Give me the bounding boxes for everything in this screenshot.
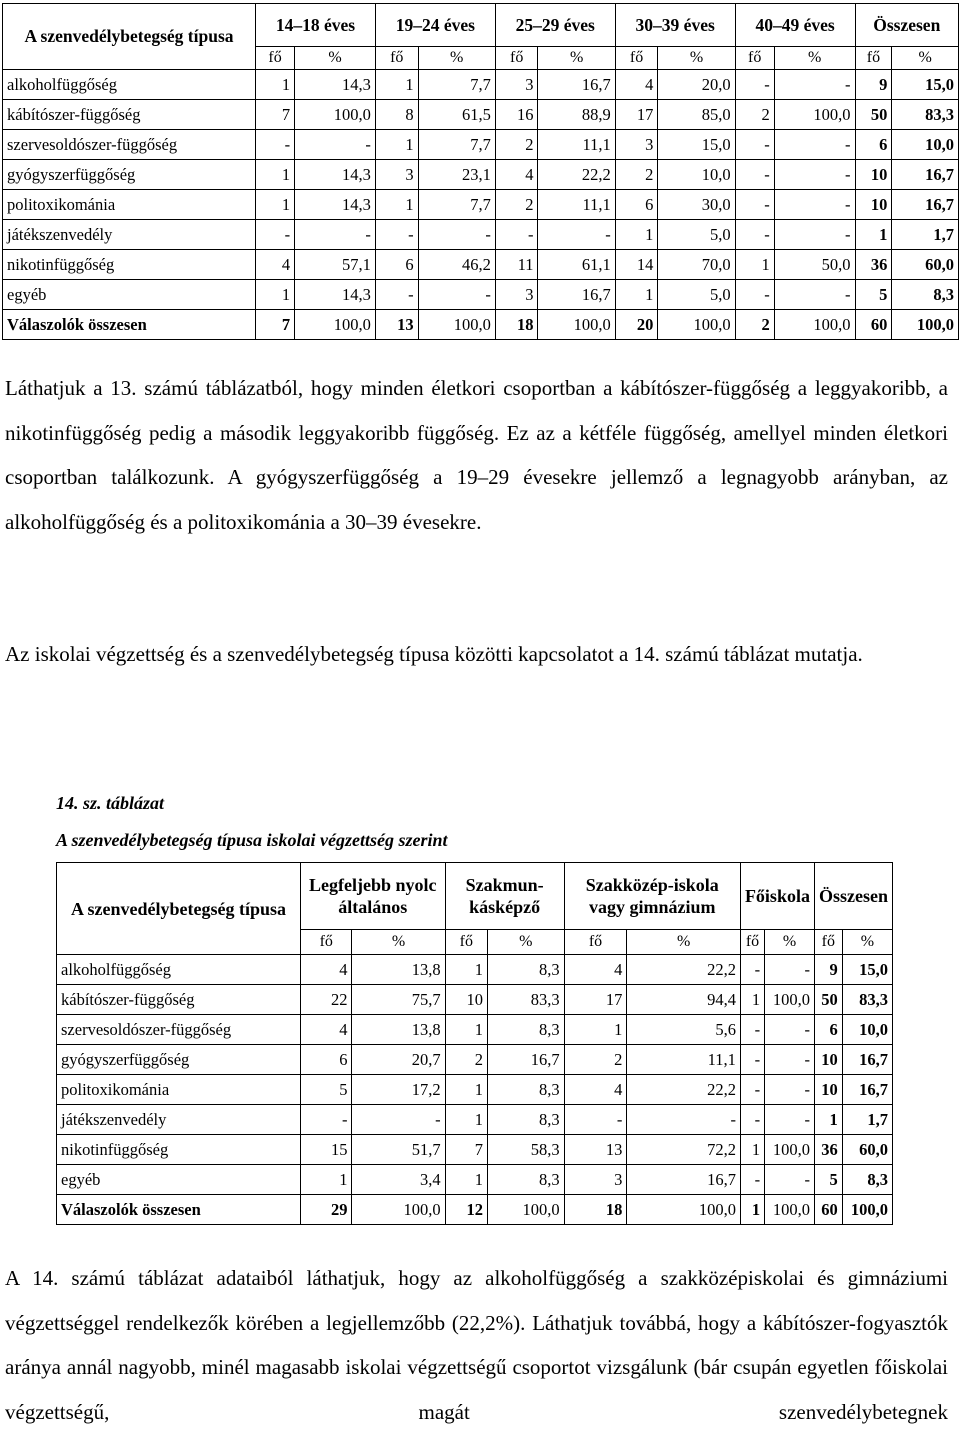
table-cell: 58,3 xyxy=(487,1135,564,1165)
table-cell: 1 xyxy=(445,1075,487,1105)
row-label: egyéb xyxy=(3,280,256,310)
table-cell: 29 xyxy=(301,1195,352,1225)
table13-subheader-cell: % xyxy=(295,47,376,70)
table-row xyxy=(57,985,893,1015)
table-cell: 100,0 xyxy=(658,310,735,340)
table-cell: 2 xyxy=(735,310,774,340)
table-cell: 100,0 xyxy=(627,1195,741,1225)
table-cell: 16,7 xyxy=(538,280,615,310)
table-cell: 1 xyxy=(375,130,418,160)
table-cell: 5 xyxy=(301,1075,352,1105)
table-cell: 2 xyxy=(564,1045,627,1075)
row-label: egyéb xyxy=(57,1165,301,1195)
table-cell: 100,0 xyxy=(774,310,855,340)
table-cell: - xyxy=(765,1165,815,1195)
table-14-title: A szenvedélybetegség típusa iskolai végzettség szerint xyxy=(56,830,448,850)
table-cell: 8,3 xyxy=(842,1165,892,1195)
table-cell: 15,0 xyxy=(892,70,959,100)
table-cell: 1 xyxy=(375,190,418,220)
table-cell: - xyxy=(735,190,774,220)
table-cell: 11,1 xyxy=(538,190,615,220)
table-row xyxy=(3,70,959,100)
table-cell: 10,0 xyxy=(842,1015,892,1045)
table-cell: - xyxy=(295,220,376,250)
table14-subheader-cell: fő xyxy=(445,930,487,955)
table-cell: 16,7 xyxy=(842,1045,892,1075)
table-cell: 1,7 xyxy=(892,220,959,250)
table-cell: - xyxy=(774,130,855,160)
table14-group-header: Szakmun-kásképző xyxy=(445,863,564,930)
table-row xyxy=(57,1165,893,1195)
table13-total-row xyxy=(3,310,959,340)
table-cell: 1 xyxy=(615,220,658,250)
table-cell: 50,0 xyxy=(774,250,855,280)
table-cell: 7,7 xyxy=(418,130,495,160)
table-cell: 10 xyxy=(445,985,487,1015)
table13-subheader-cell: fő xyxy=(256,47,295,70)
table-cell: 100,0 xyxy=(765,1135,815,1165)
paragraph-1: Láthatjuk a 13. számú táblázatból, hogy minden életkori csoportban a kábítószer-függőség a leggyakoribb, a nikotinfüggőség pedig a második leggyakoribb függőség. Ez az a kétféle függőség, amellyel minden életkori csoportban találkozunk. A gyógyszerfüggőség a 19–29 évesekre jellemző a legnagyobb arányban, az alkoholfüggőség és a politoxikománia a 30–39 évesekre. xyxy=(5,376,948,534)
table-row xyxy=(57,1015,893,1045)
table-cell: 8,3 xyxy=(487,955,564,985)
table-cell: 7,7 xyxy=(418,70,495,100)
table13-subheader-cell: % xyxy=(658,47,735,70)
table-cell: 1 xyxy=(256,70,295,100)
table-cell: 1 xyxy=(855,220,892,250)
table-cell: 10 xyxy=(855,160,892,190)
table-cell: 4 xyxy=(495,160,538,190)
table-cell: 3 xyxy=(375,160,418,190)
table-cell: 10,0 xyxy=(658,160,735,190)
table-cell: 22 xyxy=(301,985,352,1015)
table-cell: 83,3 xyxy=(842,985,892,1015)
table13-subheader-cell: % xyxy=(418,47,495,70)
table-cell: 100,0 xyxy=(842,1195,892,1225)
table-row xyxy=(3,130,959,160)
table-row xyxy=(57,1045,893,1075)
table14-group-header: Szakközép-iskola vagy gimnázium xyxy=(564,863,740,930)
table-cell: 8,3 xyxy=(892,280,959,310)
table-cell: - xyxy=(740,955,764,985)
table-cell: - xyxy=(564,1105,627,1135)
table-cell: 100,0 xyxy=(487,1195,564,1225)
table-cell: 10 xyxy=(855,190,892,220)
table-cell: - xyxy=(735,220,774,250)
table-cell: - xyxy=(774,70,855,100)
table-cell: 100,0 xyxy=(295,310,376,340)
table-cell: - xyxy=(418,280,495,310)
table-cell: 1 xyxy=(445,955,487,985)
table-cell: 7 xyxy=(256,310,295,340)
table-cell: 100,0 xyxy=(892,310,959,340)
table-13 xyxy=(2,3,959,340)
table-cell: 17 xyxy=(564,985,627,1015)
table14-header-row xyxy=(57,863,893,930)
table-cell: - xyxy=(352,1105,445,1135)
table14-group-header: Főiskola xyxy=(740,863,814,930)
table-cell: 7,7 xyxy=(418,190,495,220)
table13-group-header: 19–24 éves xyxy=(375,4,495,47)
table-cell: 2 xyxy=(495,130,538,160)
table-cell: 57,1 xyxy=(295,250,376,280)
table-cell: 22,2 xyxy=(627,955,741,985)
table-cell: 3 xyxy=(564,1165,627,1195)
table-cell: 60 xyxy=(855,310,892,340)
row-label: kábítószer-függőség xyxy=(57,985,301,1015)
table-cell: 17,2 xyxy=(352,1075,445,1105)
table14-subheader-cell: fő xyxy=(564,930,627,955)
table-cell: 2 xyxy=(615,160,658,190)
table-cell: 18 xyxy=(495,310,538,340)
table-cell: 14,3 xyxy=(295,280,376,310)
table14-subheader-cell: % xyxy=(627,930,741,955)
table-cell: 75,7 xyxy=(352,985,445,1015)
table-cell: - xyxy=(495,220,538,250)
table-cell: 1 xyxy=(301,1165,352,1195)
row-label: politoxikománia xyxy=(57,1075,301,1105)
table-cell: 13 xyxy=(375,310,418,340)
table14-type-header: A szenvedélybetegség típusa xyxy=(57,863,301,955)
table-cell: 1 xyxy=(814,1105,842,1135)
table-cell: 83,3 xyxy=(487,985,564,1015)
table-cell: - xyxy=(256,220,295,250)
table-cell: 3 xyxy=(495,280,538,310)
row-label: alkoholfüggőség xyxy=(3,70,256,100)
table13-subheader-cell: fő xyxy=(375,47,418,70)
table13-subheader-cell: fő xyxy=(615,47,658,70)
table-cell: 5,0 xyxy=(658,280,735,310)
table-row xyxy=(57,1075,893,1105)
table-cell: 14 xyxy=(615,250,658,280)
row-label: játékszenvedély xyxy=(3,220,256,250)
table-cell: 1 xyxy=(564,1015,627,1045)
table14-subheader-cell: fő xyxy=(814,930,842,955)
table-cell: 1 xyxy=(256,280,295,310)
table-cell: 8 xyxy=(375,100,418,130)
table-14 xyxy=(56,862,893,1225)
table-cell: 51,7 xyxy=(352,1135,445,1165)
table-cell: 14,3 xyxy=(295,190,376,220)
table-cell: 6 xyxy=(814,1015,842,1045)
table-row xyxy=(57,955,893,985)
row-label: politoxikománia xyxy=(3,190,256,220)
table-cell: 3 xyxy=(615,130,658,160)
table-cell: - xyxy=(774,220,855,250)
table14-subheader-cell: fő xyxy=(301,930,352,955)
table-row xyxy=(57,1105,893,1135)
table-cell: 8,3 xyxy=(487,1015,564,1045)
table-cell: 1 xyxy=(615,280,658,310)
table-cell: 22,2 xyxy=(627,1075,741,1105)
table14-subheader-cell: % xyxy=(842,930,892,955)
table-cell: 1 xyxy=(375,70,418,100)
table-cell: 100,0 xyxy=(538,310,615,340)
row-label: nikotinfüggőség xyxy=(3,250,256,280)
table-cell: 30,0 xyxy=(658,190,735,220)
row-label: gyógyszerfüggőség xyxy=(57,1045,301,1075)
table-row xyxy=(3,100,959,130)
table13-group-header: 40–49 éves xyxy=(735,4,855,47)
table-cell: 10,0 xyxy=(892,130,959,160)
table13-group-header: 14–18 éves xyxy=(256,4,376,47)
table-cell: - xyxy=(774,160,855,190)
table-14-number: 14. sz. táblázat xyxy=(56,793,165,813)
table14-subheader-cell: fő xyxy=(740,930,764,955)
table-cell: 14,3 xyxy=(295,70,376,100)
table-cell: 11 xyxy=(495,250,538,280)
table-row xyxy=(3,220,959,250)
table-cell: 6 xyxy=(301,1045,352,1075)
table-cell: 1 xyxy=(740,985,764,1015)
table-cell: 4 xyxy=(564,955,627,985)
table-cell: 46,2 xyxy=(418,250,495,280)
table-cell: 72,2 xyxy=(627,1135,741,1165)
table-cell: 1 xyxy=(740,1135,764,1165)
table-cell: 5 xyxy=(814,1165,842,1195)
table-cell: 1 xyxy=(445,1165,487,1195)
table-cell: 100,0 xyxy=(765,985,815,1015)
row-label: Válaszolók összesen xyxy=(3,310,256,340)
table13-subheader-cell: % xyxy=(892,47,959,70)
table-cell: 1 xyxy=(735,250,774,280)
table-cell: 50 xyxy=(855,100,892,130)
table-cell: 16 xyxy=(495,100,538,130)
row-label: alkoholfüggőség xyxy=(57,955,301,985)
table-cell: 22,2 xyxy=(538,160,615,190)
table-cell: 3,4 xyxy=(352,1165,445,1195)
table-cell: 17 xyxy=(615,100,658,130)
table-cell: - xyxy=(735,70,774,100)
table-cell: 9 xyxy=(814,955,842,985)
table14-group-header: Összesen xyxy=(814,863,892,930)
table-cell: 1 xyxy=(445,1105,487,1135)
table-cell: - xyxy=(765,1075,815,1105)
table-cell: - xyxy=(301,1105,352,1135)
table-cell: 100,0 xyxy=(295,100,376,130)
table-cell: - xyxy=(765,1015,815,1045)
table-cell: 6 xyxy=(615,190,658,220)
table-cell: - xyxy=(740,1105,764,1135)
table13-subheader-cell: % xyxy=(774,47,855,70)
table-cell: 100,0 xyxy=(418,310,495,340)
row-label: nikotinfüggőség xyxy=(57,1135,301,1165)
table-cell: 13 xyxy=(564,1135,627,1165)
row-label: Válaszolók összesen xyxy=(57,1195,301,1225)
table13-subheader-cell: fő xyxy=(855,47,892,70)
table-cell: 16,7 xyxy=(627,1165,741,1195)
table-cell: 94,4 xyxy=(627,985,741,1015)
table-cell: 61,1 xyxy=(538,250,615,280)
table-cell: 14,3 xyxy=(295,160,376,190)
table-row xyxy=(57,1135,893,1165)
row-label: játékszenvedély xyxy=(57,1105,301,1135)
table-cell: 2 xyxy=(445,1045,487,1075)
table-cell: 20,0 xyxy=(658,70,735,100)
table-cell: - xyxy=(740,1015,764,1045)
table13-header-row xyxy=(3,4,959,47)
table-row xyxy=(3,160,959,190)
table-cell: 4 xyxy=(256,250,295,280)
table-cell: 1 xyxy=(256,160,295,190)
table-cell: - xyxy=(627,1105,741,1135)
table-cell: 16,7 xyxy=(487,1045,564,1075)
table-cell: - xyxy=(256,130,295,160)
table-cell: 9 xyxy=(855,70,892,100)
table-cell: 60 xyxy=(814,1195,842,1225)
table-cell: 6 xyxy=(375,250,418,280)
table-cell: - xyxy=(765,1105,815,1135)
table-cell: 15,0 xyxy=(842,955,892,985)
table-row xyxy=(3,280,959,310)
table-cell: 13,8 xyxy=(352,955,445,985)
row-label: gyógyszerfüggőség xyxy=(3,160,256,190)
table13-subheader-cell: fő xyxy=(495,47,538,70)
table-row xyxy=(3,190,959,220)
table-cell: 60,0 xyxy=(892,250,959,280)
table-cell: 20 xyxy=(615,310,658,340)
table-cell: 4 xyxy=(615,70,658,100)
row-label: szervesoldószer-függőség xyxy=(57,1015,301,1045)
table-cell: - xyxy=(418,220,495,250)
table-cell: - xyxy=(375,280,418,310)
table-cell: - xyxy=(735,130,774,160)
table-cell: 60,0 xyxy=(842,1135,892,1165)
table-cell: - xyxy=(735,160,774,190)
table-cell: 10 xyxy=(814,1045,842,1075)
table-cell: 70,0 xyxy=(658,250,735,280)
table-cell: 100,0 xyxy=(352,1195,445,1225)
table-cell: 10 xyxy=(814,1075,842,1105)
paragraph-2: Az iskolai végzettség és a szenvedélybetegség típusa közötti kapcsolatot a 14. számú táblázat mutatja. xyxy=(5,642,863,666)
paragraph-3: A 14. számú táblázat adataiból láthatjuk, hogy az alkoholfüggőség a szakközépiskolai és gimnáziumi végzettséggel rendelkezők körében a legjellemzőbb (22,2%). Láthatjuk továbbá, hogy a kábítószer-fogyasztók aránya annál nagyobb, minél magasabb iskolai végzettségű csoportot vizsgálunk (bár csupán egyetlen főiskolai végzettségű, magát szenvedélybetegnek xyxy=(5,1266,948,1424)
table-cell: 4 xyxy=(564,1075,627,1105)
table-cell: - xyxy=(735,280,774,310)
table-cell: - xyxy=(765,1045,815,1075)
table-cell: 12 xyxy=(445,1195,487,1225)
table13-subheader-cell: fő xyxy=(735,47,774,70)
table-cell: 15,0 xyxy=(658,130,735,160)
table-cell: - xyxy=(740,1045,764,1075)
table-cell: 5,6 xyxy=(627,1015,741,1045)
table-cell: - xyxy=(774,190,855,220)
table-cell: 15 xyxy=(301,1135,352,1165)
table-cell: 50 xyxy=(814,985,842,1015)
table-cell: - xyxy=(538,220,615,250)
row-label: szervesoldószer-függőség xyxy=(3,130,256,160)
table-cell: 11,1 xyxy=(538,130,615,160)
table-cell: 36 xyxy=(855,250,892,280)
table14-group-header: Legfeljebb nyolc általános xyxy=(301,863,446,930)
table-cell: 8,3 xyxy=(487,1165,564,1195)
table-cell: 36 xyxy=(814,1135,842,1165)
table-cell: 88,9 xyxy=(538,100,615,130)
table-cell: 1,7 xyxy=(842,1105,892,1135)
table-cell: 61,5 xyxy=(418,100,495,130)
table13-group-header: Összesen xyxy=(855,4,958,47)
table-cell: 2 xyxy=(735,100,774,130)
table-cell: 4 xyxy=(301,955,352,985)
table13-group-header: 25–29 éves xyxy=(495,4,615,47)
row-label: kábítószer-függőség xyxy=(3,100,256,130)
table-cell: 16,7 xyxy=(892,190,959,220)
table-cell: 7 xyxy=(256,100,295,130)
table14-subheader-cell: % xyxy=(765,930,815,955)
table-cell: 13,8 xyxy=(352,1015,445,1045)
table-cell: 18 xyxy=(564,1195,627,1225)
table-cell: 6 xyxy=(855,130,892,160)
table-cell: 8,3 xyxy=(487,1105,564,1135)
table-cell: 20,7 xyxy=(352,1045,445,1075)
table-cell: 16,7 xyxy=(892,160,959,190)
table-cell: 85,0 xyxy=(658,100,735,130)
table-cell: 2 xyxy=(495,190,538,220)
table-cell: 100,0 xyxy=(765,1195,815,1225)
table-cell: 1 xyxy=(256,190,295,220)
table-cell: 5 xyxy=(855,280,892,310)
table-cell: 5,0 xyxy=(658,220,735,250)
table-cell: - xyxy=(740,1075,764,1105)
table-row xyxy=(3,250,959,280)
table-cell: 16,7 xyxy=(538,70,615,100)
table-cell: 1 xyxy=(445,1015,487,1045)
table-cell: - xyxy=(774,280,855,310)
table13-group-header: 30–39 éves xyxy=(615,4,735,47)
table-cell: 3 xyxy=(495,70,538,100)
table-cell: 16,7 xyxy=(842,1075,892,1105)
table-cell: 23,1 xyxy=(418,160,495,190)
table-cell: 83,3 xyxy=(892,100,959,130)
table-cell: 11,1 xyxy=(627,1045,741,1075)
table14-subheader-cell: % xyxy=(487,930,564,955)
table13-type-header: A szenvedélybetegség típusa xyxy=(3,4,256,70)
table-cell: 4 xyxy=(301,1015,352,1045)
table-cell: 1 xyxy=(740,1195,764,1225)
table-cell: - xyxy=(740,1165,764,1195)
table-cell: - xyxy=(375,220,418,250)
table-cell: 100,0 xyxy=(774,100,855,130)
table-cell: - xyxy=(295,130,376,160)
table14-total-row xyxy=(57,1195,893,1225)
table14-subheader-cell: % xyxy=(352,930,445,955)
table-cell: 8,3 xyxy=(487,1075,564,1105)
table-cell: 7 xyxy=(445,1135,487,1165)
table-cell: - xyxy=(765,955,815,985)
table13-subheader-cell: % xyxy=(538,47,615,70)
